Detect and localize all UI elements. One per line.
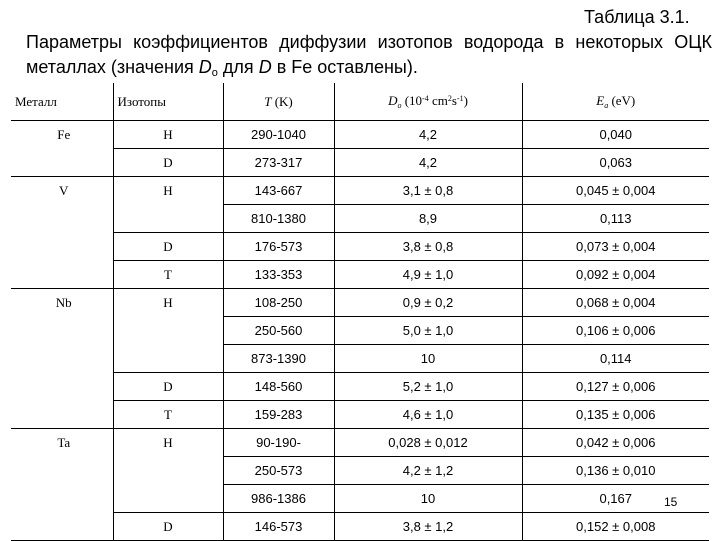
table-row [11, 121, 709, 149]
header-ea-symbol: E [596, 93, 605, 108]
activation-energy-cell: 0,114 [522, 345, 709, 373]
table-row [11, 149, 709, 177]
header-row [11, 83, 709, 121]
temperature-range-cell: 250-573 [223, 457, 334, 485]
isotope-cell: H [113, 289, 223, 373]
temperature-range-cell: 159-283 [223, 401, 334, 429]
isotope-cell: T [113, 261, 223, 289]
caption-text-start: Параметры коэффициентов диффузии изотопов водорода в некоторых ОЦК металлах (значения [26, 32, 712, 77]
isotope-cell: D [113, 373, 223, 401]
metal-cell: Fe [11, 121, 113, 177]
d0-value-cell: 10 [334, 485, 522, 513]
isotope-cell: D [113, 233, 223, 261]
activation-energy-cell: 0,136 ± 0,010 [522, 457, 709, 485]
header-d0-symbol: D [388, 93, 398, 108]
header-d0: $D_o$ ($10^{-4}$ $cm^2s^{-1}$) [334, 83, 522, 121]
activation-energy-cell: 0,045 ± 0,004 [522, 177, 709, 205]
table-row [11, 261, 709, 289]
header-isotope: Изотопы [113, 83, 223, 121]
temperature-range-cell: 873-1390 [223, 345, 334, 373]
d0-value-cell: 4,2 ± 1,2 [334, 457, 522, 485]
d0-value-cell: 0,9 ± 0,2 [334, 289, 522, 317]
isotope-cell: D [113, 513, 223, 541]
header-metal: Металл [11, 83, 113, 121]
temperature-range-cell: 146-573 [223, 513, 334, 541]
caption-text-mid: для [217, 57, 259, 77]
isotope-cell: H [113, 121, 223, 149]
activation-energy-cell: 0,092 ± 0,004 [522, 261, 709, 289]
table-row [11, 289, 709, 317]
table-row [11, 513, 709, 541]
diffusion-parameters-table [11, 83, 709, 541]
activation-energy-cell: 0,167 [522, 485, 709, 513]
header-temp-symbol: T [264, 93, 272, 109]
table-row [11, 177, 709, 205]
table-row [11, 429, 709, 457]
activation-energy-cell: 0,073 ± 0,004 [522, 233, 709, 261]
d0-value-cell: 10 [334, 345, 522, 373]
d0-value-cell: 8,9 [334, 205, 522, 233]
caption-text-end: в Fe оставлены). [271, 57, 418, 77]
d0-value-cell: 4,2 [334, 149, 522, 177]
temperature-range-cell: 290-1040 [223, 121, 334, 149]
temperature-range-cell: 176-573 [223, 233, 334, 261]
d0-value-cell: 5,2 ± 1,0 [334, 373, 522, 401]
temperature-range-cell: 108-250 [223, 289, 334, 317]
d0-value-cell: 5,0 ± 1,0 [334, 317, 522, 345]
d0-value-cell: 3,8 ± 1,2 [334, 513, 522, 541]
activation-energy-cell: 0,135 ± 0,006 [522, 401, 709, 429]
temperature-range-cell: 143-667 [223, 177, 334, 205]
table-body [11, 121, 709, 541]
header-ea-unit: (eV) [608, 93, 636, 108]
table-row [11, 233, 709, 261]
d0-value-cell: 3,8 ± 0,8 [334, 233, 522, 261]
isotope-cell: D [113, 149, 223, 177]
activation-energy-cell: 0,040 [522, 121, 709, 149]
d0-value-cell: 4,2 [334, 121, 522, 149]
page-number: 15 [664, 495, 678, 509]
metal-cell: Ta [11, 429, 113, 541]
temperature-range-cell: 810-1380 [223, 205, 334, 233]
header-temp-unit: (K) [271, 93, 293, 109]
metal-cell: V [11, 177, 113, 289]
metal-cell: Nb [11, 289, 113, 429]
activation-energy-cell: 0,113 [522, 205, 709, 233]
isotope-cell: H [113, 177, 223, 233]
temperature-range-cell: 133-353 [223, 261, 334, 289]
temperature-range-cell: 148-560 [223, 373, 334, 401]
activation-energy-cell: 0,106 ± 0,006 [522, 317, 709, 345]
table-caption [26, 30, 712, 86]
d0-value-cell: 4,6 ± 1,0 [334, 401, 522, 429]
activation-energy-cell: 0,152 ± 0,008 [522, 513, 709, 541]
table-number-label: Таблица 3.1. [584, 7, 690, 27]
table-row [11, 401, 709, 429]
activation-energy-cell: 0,042 ± 0,006 [522, 429, 709, 457]
activation-energy-cell: 0,127 ± 0,006 [522, 373, 709, 401]
d0-value-cell: 0,028 ± 0,012 [334, 429, 522, 457]
header-temperature [223, 83, 334, 121]
isotope-cell: H [113, 429, 223, 513]
table-header [11, 83, 709, 121]
header-activation-energy [522, 83, 709, 121]
activation-energy-cell: 0,068 ± 0,004 [522, 289, 709, 317]
temperature-range-cell: 250-560 [223, 317, 334, 345]
temperature-range-cell: 90-190- [223, 429, 334, 457]
d0-value-cell: 4,9 ± 1,0 [334, 261, 522, 289]
caption-d-symbol: D [198, 57, 212, 77]
caption-d-subscript: o [211, 67, 218, 79]
d0-value-cell: 3,1 ± 0,8 [334, 177, 522, 205]
header-d0-subscript: o [397, 101, 402, 110]
header-ea-subscript: a [604, 101, 609, 110]
table-row [11, 373, 709, 401]
activation-energy-cell: 0,063 [522, 149, 709, 177]
temperature-range-cell: 986-1386 [223, 485, 334, 513]
caption-d-symbol-2: D [258, 57, 272, 77]
temperature-range-cell: 273-317 [223, 149, 334, 177]
isotope-cell: T [113, 401, 223, 429]
